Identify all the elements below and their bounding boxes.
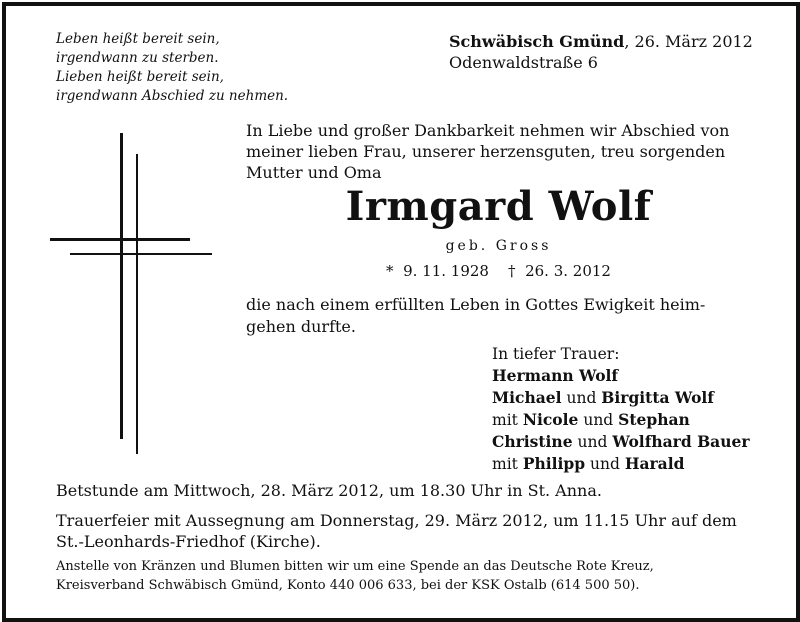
- donation-line: Anstelle von Kränzen und Blumen bitten wir um eine Spende an das Deutsche Rote Kreuz,: [56, 559, 654, 574]
- mourner-name: Philipp: [522, 454, 586, 473]
- mourner-line: [492, 365, 750, 387]
- funeral-notice-line: Trauerfeier mit Aussegnung am Donnerstag, 29. März 2012, um 11.15 Uhr auf dem: [56, 511, 737, 530]
- intro-line: meiner lieben Frau, unserer herzensguten, treu sorgenden: [246, 142, 726, 161]
- mourner-name: Nicole: [522, 410, 579, 429]
- mourner-name: Birgitta Wolf: [601, 388, 714, 407]
- deceased-name: Irmgard Wolf: [345, 183, 652, 230]
- mourners-list: [492, 344, 750, 475]
- place-and-date: [449, 31, 753, 73]
- obituary-notice: [2, 2, 800, 622]
- poem-line: Lieben heißt bereit sein,: [56, 69, 224, 85]
- passing-line: gehen durfte.: [246, 317, 356, 336]
- poem-line: Leben heißt bereit sein,: [56, 31, 220, 47]
- mourner-name: Stephan: [618, 410, 690, 429]
- prayer-notice: Betstunde am Mittwoch, 28. März 2012, um 18.30 Uhr in St. Anna.: [56, 481, 602, 500]
- life-dates: * 9. 11. 1928 † 26. 3. 2012: [386, 262, 611, 280]
- intro-line: Mutter und Oma: [246, 163, 382, 182]
- mourner-name: Harald: [624, 454, 685, 473]
- funeral-notice-line: St.-Leonhards-Friedhof (Kirche).: [56, 532, 321, 551]
- passing-text: [246, 294, 705, 338]
- poem: [56, 30, 288, 106]
- date: , 26. März 2012: [624, 32, 753, 51]
- donation-notice: [56, 557, 654, 595]
- mourner-line: mit Philipp und Harald: [492, 454, 685, 473]
- mourner-line: Christine und Wolfhard Bauer: [492, 432, 750, 451]
- mourner-name: Christine: [492, 432, 573, 451]
- city: Schwäbisch Gmünd: [449, 32, 625, 51]
- mourner-name: Michael: [492, 388, 562, 407]
- poem-line: irgendwann Abschied zu nehmen.: [56, 88, 289, 104]
- mourner-line: mit Nicole und Stephan: [492, 410, 690, 429]
- maiden-name: geb. Gross: [445, 238, 552, 254]
- mourner-line: Michael und Birgitta Wolf: [492, 388, 714, 407]
- poem-line: irgendwann zu sterben.: [56, 50, 219, 66]
- intro-line: In Liebe und großer Dankbarkeit nehmen wir Abschied von: [246, 121, 730, 140]
- mourners-heading: In tiefer Trauer:: [492, 345, 620, 363]
- intro-text: [246, 120, 729, 183]
- mourner-name: Wolfhard Bauer: [612, 432, 750, 451]
- donation-line: Kreisverband Schwäbisch Gmünd, Konto 440 006 633, bei der KSK Ostalb (614 500 50).: [56, 578, 640, 593]
- passing-line: die nach einem erfüllten Leben in Gottes Ewigkeit heim-: [246, 295, 706, 314]
- street: Odenwaldstraße 6: [449, 53, 598, 72]
- mourner-name: Hermann Wolf: [492, 366, 619, 385]
